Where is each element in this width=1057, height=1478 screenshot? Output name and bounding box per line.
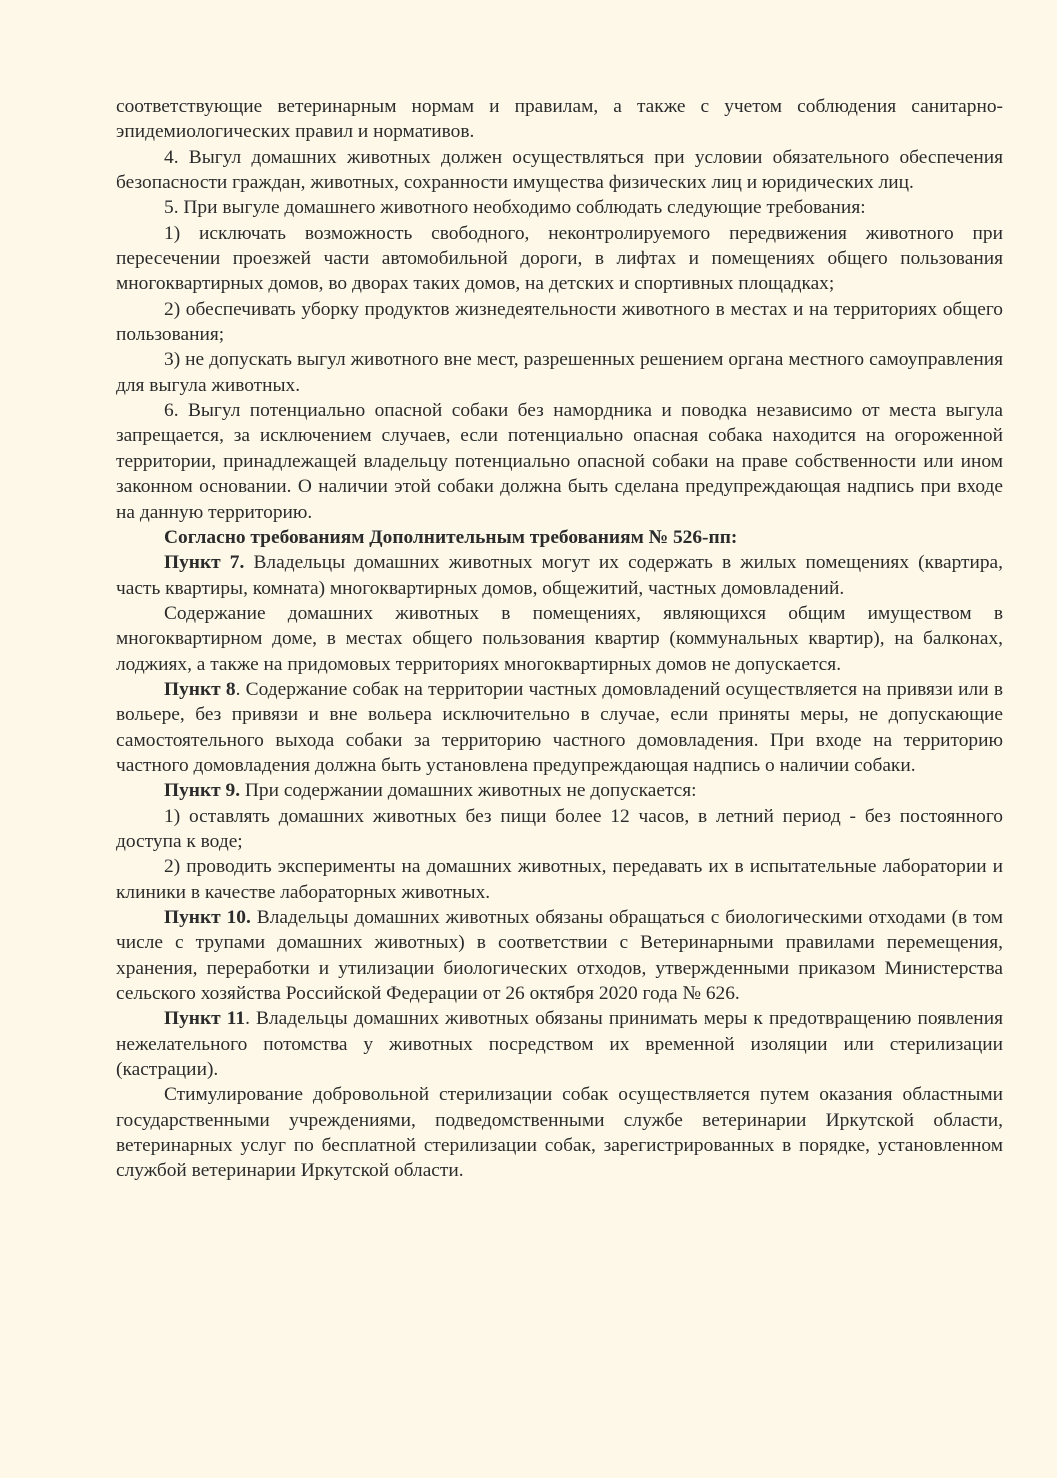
- paragraph-punkt-7: [116, 550, 1003, 601]
- paragraph-subitem-2: [116, 297, 1003, 348]
- paragraph-text: Содержание домашних животных в помещениях, являющихся общим имуществом в многоквартирном доме, в местах общего пользования квартир (коммунальных квартир), на балконах, лоджиях, а также на придомовых территориях многоквартирных домов не допускается.: [116, 602, 1003, 675]
- paragraph-sanitary: [116, 94, 1003, 145]
- paragraph-punkt-10: [116, 905, 1003, 1006]
- paragraph-punkt-9-sub-2: [116, 854, 1003, 905]
- paragraph-punkt-9: [116, 778, 1003, 803]
- paragraph-text: 3) не допускать выгул животного вне мест, разрешенных решением органа местного самоуправления для выгула животных.: [116, 349, 1003, 396]
- paragraph-text: 2) обеспечивать уборку продуктов жизнедеятельности животного в местах и на территориях общего пользования;: [116, 298, 1003, 346]
- paragraph-item-6: [116, 398, 1003, 525]
- paragraph-bold: Пункт 8: [164, 678, 236, 700]
- paragraph-bold: Согласно требованиям Дополнительным требованиям № 526-пп:: [164, 526, 738, 548]
- paragraph-item-4: [116, 145, 1003, 196]
- paragraph-text: . Содержание собак на территории частных домовладений осуществляется на привязи или в вольере, без привязи и вне вольера исключительно в случае, если приняты меры, не допускающие самостоятельного выхода собаки за территорию частного домовладения. При входе на территорию частного домовладения должна быть установлена предупреждающая надпись о наличии собаки.: [116, 678, 1003, 776]
- paragraph-bold: Пункт 9.: [164, 780, 241, 802]
- paragraph-subitem-3: [116, 347, 1003, 398]
- paragraph-text: 4. Выгул домашних животных должен осуществляться при условии обязательного обеспечения безопасности граждан, животных, сохранности имущества физических лиц и юридических лиц.: [116, 146, 1003, 194]
- paragraph-sterilization: [116, 1082, 1003, 1183]
- paragraph-text: 2) проводить эксперименты на домашних животных, передавать их в испытательные лаборатории и клиники в качестве лабораторных животных.: [116, 856, 1003, 903]
- paragraph-subitem-1: [116, 221, 1003, 297]
- paragraph-punkt-11: [116, 1006, 1003, 1082]
- paragraph-text: 5. При выгуле домашнего животного необходимо соблюдать следующие требования:: [164, 197, 866, 219]
- paragraph-bold: Пункт 7.: [164, 552, 245, 574]
- paragraph-text: Владельцы домашних животных могут их содержать в жилых помещениях (квартира, часть квартиры, комната) многоквартирных домов, общежитий, частных домовладений.: [116, 552, 1004, 599]
- paragraph-item-5: [116, 195, 1003, 220]
- paragraph-text: При содержании домашних животных не допускается:: [240, 780, 697, 802]
- document-page: [116, 94, 1003, 1184]
- paragraph-text: Владельцы домашних животных обязаны обращаться с биологическими отходами (в том числе с трупами домашних животных) в соответствии с Ветеринарными правилами перемещения, хранения, переработки и утилизации биологических отходов, утвержденными приказом Министерства сельского хозяйства Российской Федерации от 26 октября 2020 года № 626.: [116, 907, 1003, 1005]
- paragraph-text: Стимулирование добровольной стерилизации собак осуществляется путем оказания областными государственными учреждениями, подведомственными службе ветеринарии Иркутской области, ветеринарных услуг по бесплатной стерилизации собак, зарегистрированных в порядке, установленном службой ветеринарии Иркутской области.: [116, 1084, 1003, 1182]
- paragraph-text: 1) исключать возможность свободного, неконтролируемого передвижения животного при пересечении проезжей части автомобильной дороги, в лифтах и помещениях общего пользования многоквартирных домов, во дворах таких домов, на детских и спортивных площадках;: [116, 222, 1003, 295]
- section-heading: [116, 525, 1003, 550]
- paragraph-bold: Пункт 10.: [164, 907, 251, 928]
- paragraph-text: 6. Выгул потенциально опасной собаки без намордника и поводка независимо от места выгула запрещается, за исключением случаев, если потенциально опасная собака находится на огороженной территории, принадлежащей владельцу потенциально опасной собаки на праве собственности или ином законном основании. О наличии этой собаки должна быть сделана предупреждающая надпись при входе на данную территорию.: [116, 400, 1003, 523]
- paragraph-text: соответствующие ветеринарным нормам и правилам, а также с учетом соблюдения санитарно-эпидемиологических правил и нормативов.: [116, 96, 1003, 143]
- paragraph-text: . Владельцы домашних животных обязаны принимать меры к предотвращению появления нежелательного потомства у животных посредством их временной изоляции или стерилизации (кастрации).: [116, 1008, 1003, 1081]
- paragraph-punkt-8: [116, 677, 1003, 778]
- paragraph-punkt-9-sub-1: [116, 804, 1003, 855]
- paragraph-text: 1) оставлять домашних животных без пищи более 12 часов, в летний период - без постоянного доступа к воде;: [116, 805, 1003, 852]
- paragraph-bold: Пункт 11: [164, 1008, 246, 1030]
- paragraph-common-property: [116, 601, 1003, 677]
